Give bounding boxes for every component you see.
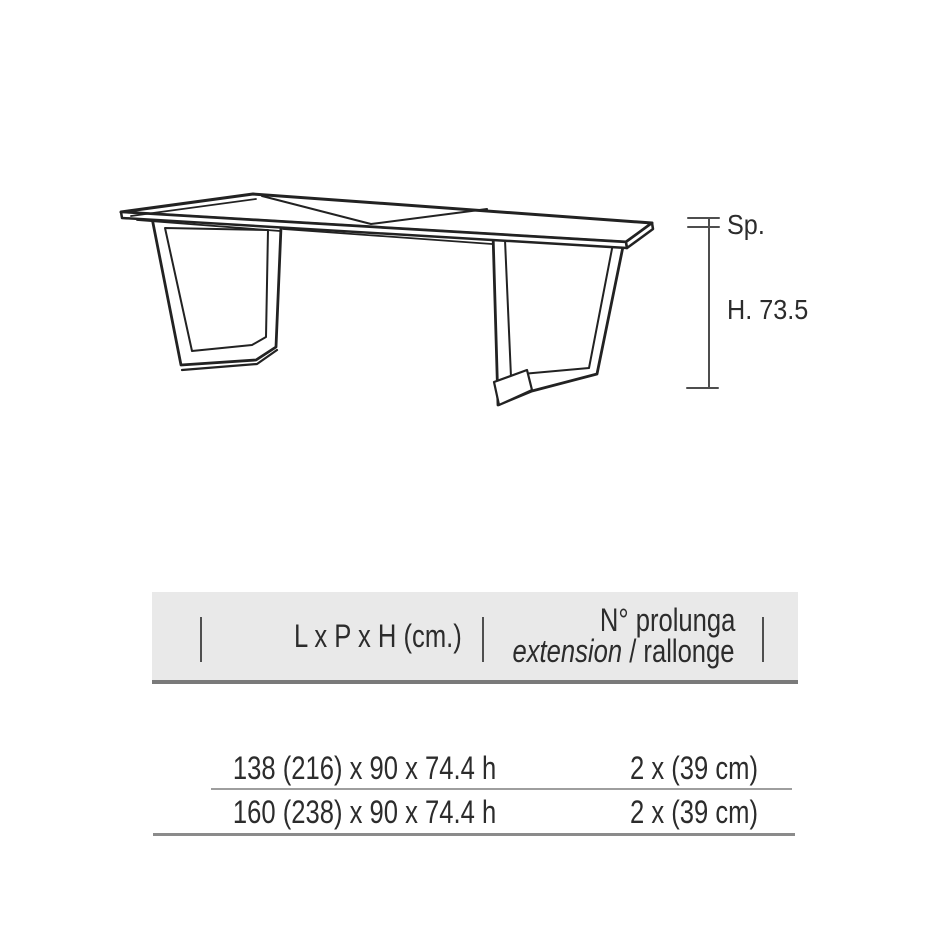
- height-label: H. 73.5: [727, 294, 809, 325]
- header-extension-line1: N° prolunga: [599, 602, 735, 638]
- right-leg: [493, 227, 627, 405]
- dimension-lines: [687, 218, 719, 388]
- spec-row-2-extension: 2 x (39 cm): [629, 794, 758, 830]
- spec-row-2: [0, 794, 950, 830]
- spec-row-1: [0, 750, 950, 786]
- thickness-label: Sp.: [727, 209, 765, 240]
- spec-row-2-dimensions: 160 (238) x 90 x 74.4 h: [232, 794, 497, 830]
- row-separator: [211, 788, 792, 790]
- spec-row-1-dimensions: 138 (216) x 90 x 74.4 h: [232, 750, 497, 786]
- spec-row-1-extension: 2 x (39 cm): [629, 750, 758, 786]
- table-bottom-rule: [153, 833, 795, 836]
- header-extension-column: [482, 592, 762, 680]
- header-dimensions-column: L x P x H (cm.): [294, 617, 462, 654]
- left-leg: [152, 218, 281, 370]
- header-divider-right: [762, 617, 764, 662]
- header-extension-line2: extension / rallonge: [512, 633, 735, 669]
- spec-table-header: [152, 592, 798, 684]
